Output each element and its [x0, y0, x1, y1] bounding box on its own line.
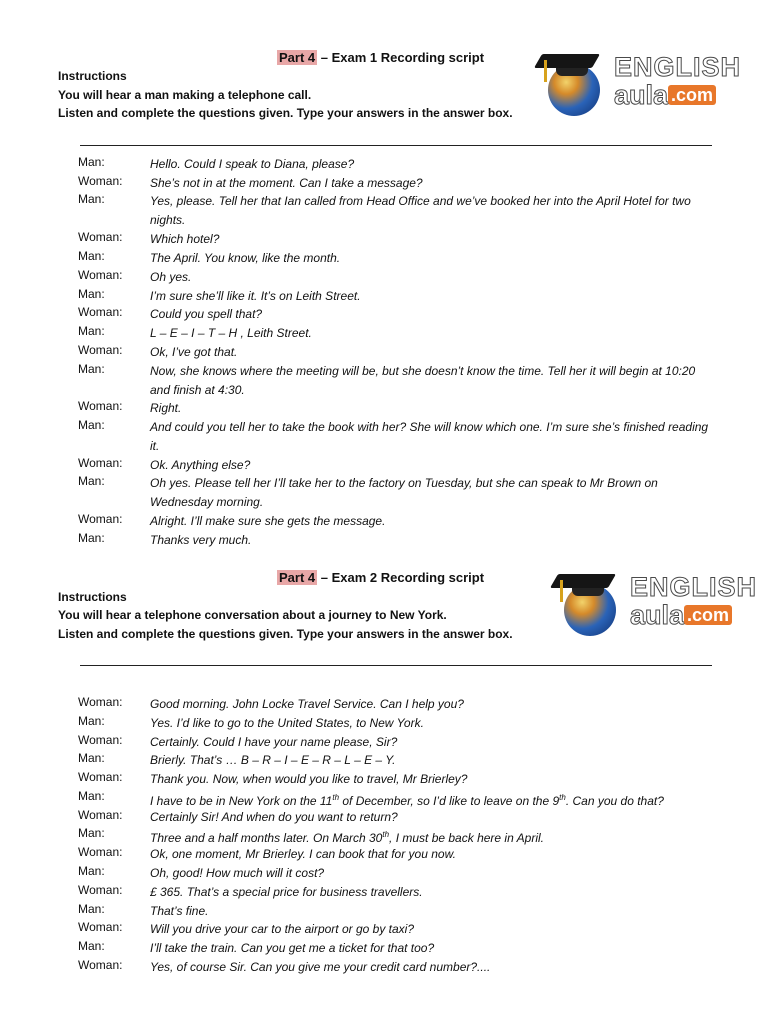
- speech-text: £ 365. That’s a special price for business travellers.: [150, 885, 423, 899]
- speaker-label: Man:: [78, 418, 105, 432]
- script-line: [0, 230, 768, 249]
- speech-text: Could you spell that?: [150, 307, 263, 321]
- script-line: [0, 695, 768, 714]
- speech-text: Yes. I’d like to go to the United States, to New York.: [150, 716, 424, 730]
- speech-text: Ok, one moment, Mr Brierley. I can book that for you now.: [150, 847, 456, 861]
- speaker-label: Man:: [78, 249, 105, 263]
- speaker-label: Man:: [78, 362, 105, 376]
- speech-text: Will you drive your car to the airport or go by taxi?: [150, 922, 415, 936]
- script-line: [0, 155, 768, 174]
- script-line: [0, 456, 768, 475]
- script-line: [0, 474, 768, 509]
- speaker-label: Woman:: [78, 808, 123, 822]
- speaker-label: Man:: [78, 531, 105, 545]
- speaker-label: Woman:: [78, 695, 123, 709]
- speaker-label: Woman:: [78, 174, 123, 188]
- speech-text: The April. You know, like the month.: [150, 251, 341, 265]
- speech-text: She’s not in at the moment. Can I take a message?: [150, 176, 423, 190]
- speech-text: I have to be in New York on the 11th of December, so I’d like to leave on the 9th. Can you do that?: [150, 793, 664, 808]
- speaker-label: Man:: [78, 902, 105, 916]
- speaker-label: Man:: [78, 864, 105, 878]
- speaker-label: Woman:: [78, 733, 123, 747]
- divider: [80, 665, 712, 666]
- instructions-heading: Instructions: [58, 69, 127, 83]
- script-line: [0, 770, 768, 789]
- divider: [80, 145, 712, 146]
- speaker-label: Man:: [78, 789, 105, 803]
- script-line: [0, 920, 768, 939]
- script-line: [0, 305, 768, 324]
- speaker-label: Woman:: [78, 343, 123, 357]
- speech-text: L – E – I – T – H , Leith Street.: [150, 326, 312, 340]
- speech-text: Ok. Anything else?: [150, 458, 251, 472]
- speech-text: Thanks very much.: [150, 533, 252, 547]
- script-line: [0, 864, 768, 883]
- speech-text: Certainly. Could I have your name please, Sir?: [150, 735, 398, 749]
- instruction-line: Listen and complete the questions given. Type your answers in the answer box.: [58, 106, 513, 120]
- logo-text-bottom: aula .com: [630, 600, 732, 631]
- instructions-heading: Instructions: [58, 590, 127, 604]
- speaker-label: Woman:: [78, 883, 123, 897]
- speaker-label: Man:: [78, 474, 105, 488]
- speech-text: Ok, I’ve got that.: [150, 345, 238, 359]
- script-line: [0, 268, 768, 287]
- speaker-label: Woman:: [78, 305, 123, 319]
- script-line: [0, 826, 768, 845]
- title-rest: – Exam 2 Recording script: [317, 570, 485, 585]
- speaker-label: Man:: [78, 751, 105, 765]
- speaker-label: Woman:: [78, 456, 123, 470]
- speech-text: Right.: [150, 401, 182, 415]
- speaker-label: Man:: [78, 192, 105, 206]
- english-aula-logo: [552, 570, 758, 634]
- script-line: [0, 939, 768, 958]
- instruction-line: You will hear a telephone conversation about a journey to New York.: [58, 608, 447, 622]
- exam-title: [277, 570, 484, 585]
- script-line: [0, 808, 768, 827]
- speech-text: Thank you. Now, when would you like to travel, Mr Brierley?: [150, 772, 468, 786]
- speech-text: I’m sure she’ll like it. It’s on Leith Street.: [150, 289, 361, 303]
- english-aula-logo: [536, 50, 742, 114]
- script-line: [0, 958, 768, 977]
- speech-text: And could you tell her to take the book with her? She will know which one. I’m sure she’s finished reading it.: [150, 420, 709, 453]
- script-line: [0, 512, 768, 531]
- speech-text: Three and a half months later. On March 30th, I must be back here in April.: [150, 830, 544, 845]
- speaker-label: Woman:: [78, 512, 123, 526]
- script-line: [0, 174, 768, 193]
- speaker-label: Man:: [78, 714, 105, 728]
- script-line: [0, 362, 768, 397]
- script-line: [0, 531, 768, 550]
- speaker-label: Man:: [78, 287, 105, 301]
- speech-text: Which hotel?: [150, 232, 220, 246]
- speech-text: Now, she knows where the meeting will be, but she doesn’t know the time. Tell her it will begin at 10:20 and finish at 4:30.: [150, 364, 696, 397]
- speech-text: Oh yes. Please tell her I’ll take her to the factory on Tuesday, but she can speak to Mr Brown on Wednesday morning.: [150, 476, 658, 509]
- script-line: [0, 902, 768, 921]
- speech-text: Certainly Sir! And when do you want to return?: [150, 810, 398, 824]
- instruction-line: Listen and complete the questions given. Type your answers in the answer box.: [58, 627, 513, 641]
- speaker-label: Woman:: [78, 268, 123, 282]
- speaker-label: Man:: [78, 324, 105, 338]
- speaker-label: Man:: [78, 939, 105, 953]
- script-line: [0, 287, 768, 306]
- speech-text: That’s fine.: [150, 904, 209, 918]
- speech-text: Yes, of course Sir. Can you give me your credit card number?....: [150, 960, 491, 974]
- speaker-label: Woman:: [78, 845, 123, 859]
- script-line: [0, 249, 768, 268]
- logo-text-top: ENGLISH: [614, 52, 742, 82]
- speech-text: Hello. Could I speak to Diana, please?: [150, 157, 355, 171]
- script-line: [0, 192, 768, 227]
- title-part: Part 4: [279, 570, 316, 585]
- script-line: [0, 324, 768, 343]
- script-line: [0, 343, 768, 362]
- logo-text-bottom: aula .com: [614, 80, 716, 111]
- instruction-line: You will hear a man making a telephone call.: [58, 88, 312, 102]
- script-line: [0, 733, 768, 752]
- speech-text: Yes, please. Tell her that Ian called from Head Office and we’ve booked her into the April Hotel for two nights.: [150, 194, 691, 227]
- speech-text: Oh, good! How much will it cost?: [150, 866, 325, 880]
- speech-text: Good morning. John Locke Travel Service. Can I help you?: [150, 697, 464, 711]
- script-line: [0, 845, 768, 864]
- speaker-label: Woman:: [78, 770, 123, 784]
- speaker-label: Man:: [78, 155, 105, 169]
- speaker-label: Woman:: [78, 958, 123, 972]
- script-line: [0, 883, 768, 902]
- speaker-label: Woman:: [78, 399, 123, 413]
- speaker-label: Man:: [78, 826, 105, 840]
- speech-text: Oh yes.: [150, 270, 192, 284]
- script-line: [0, 399, 768, 418]
- title-part: Part 4: [279, 50, 316, 65]
- speech-text: I’ll take the train. Can you get me a ticket for that too?: [150, 941, 435, 955]
- speaker-label: Woman:: [78, 920, 123, 934]
- speech-text: Brierly. That’s … B – R – I – E – R – L – E – Y.: [150, 753, 396, 767]
- speech-text: Alright. I’ll make sure she gets the message.: [150, 514, 386, 528]
- script-line: [0, 751, 768, 770]
- logo-text-top: ENGLISH: [630, 572, 758, 602]
- title-rest: – Exam 1 Recording script: [317, 50, 485, 65]
- speaker-label: Woman:: [78, 230, 123, 244]
- script-line: [0, 714, 768, 733]
- script-line: [0, 418, 768, 453]
- exam-title: [277, 50, 484, 65]
- script-line: [0, 789, 768, 808]
